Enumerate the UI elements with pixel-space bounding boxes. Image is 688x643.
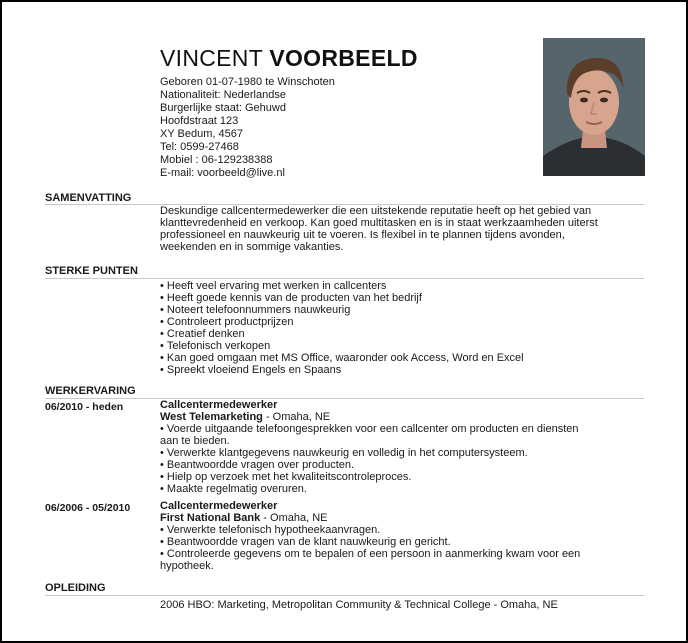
job-company-line: [160, 411, 650, 423]
education-entry: 2006 HBO: Marketing, Metropolitan Community & Technical College - Omaha, NE: [160, 599, 558, 611]
strengths-divider: [45, 278, 644, 279]
job-bullets: [160, 423, 650, 495]
list-item: • Heeft goede kennis van de producten van het bedrijf: [160, 292, 650, 304]
portrait-photo: [543, 38, 645, 176]
list-item: • Beantwoordde vragen van de klant nauwkeurig en gericht.: [160, 536, 650, 548]
education-divider: [45, 595, 644, 596]
strengths-heading: STERKE PUNTEN: [45, 265, 138, 277]
phone-line: Tel: 0599-27468: [160, 141, 239, 153]
list-item: • Verwerkte telefonisch hypotheekaanvragen.: [160, 524, 650, 536]
summary-line: professioneel en nauwkeurig uit te voeren. Is flexibel in te plannen tijdens avonden,: [160, 229, 565, 241]
street-line: Hoofdstraat 123: [160, 115, 239, 127]
job-company-line: [160, 512, 650, 524]
experience-heading: WERKERVARING: [45, 385, 136, 397]
strengths-list: [160, 280, 650, 376]
list-item: • Noteert telefoonnummers nauwkeurig: [160, 304, 650, 316]
summary-line: klanttevredenheid en verkoop. Kan goed multitasken en is in staat werkzaamheden uiterst: [160, 217, 598, 229]
candidate-name: [160, 45, 418, 72]
contact-block: [160, 76, 335, 180]
bullet-continuation: hypotheek.: [160, 560, 214, 572]
last-name: VOORBEELD: [269, 45, 418, 71]
email-line: E-mail: voorbeeld@live.nl: [160, 167, 285, 179]
summary-text: [160, 205, 650, 253]
portrait-icon: [543, 38, 645, 176]
job-title: Callcentermedewerker: [160, 399, 278, 411]
list-item: • Controleerde gegevens om te bepalen of een persoon in aanmerking kwam voor een: [160, 548, 650, 560]
list-item: • Beantwoordde vragen over producten.: [160, 459, 650, 471]
education-heading: OPLEIDING: [45, 582, 106, 594]
company-name: West Telemarketing: [160, 411, 263, 423]
summary-line: Deskundige callcentermedewerker die een uitstekende reputatie heeft op het gebied van: [160, 205, 592, 217]
list-item: • Verwerkte klantgegevens nauwkeurig en volledig in het computersysteem.: [160, 447, 650, 459]
list-item: • Telefonisch verkopen: [160, 340, 650, 352]
bullet-continuation: aan te bieden.: [160, 435, 230, 447]
job-dates: 06/2010 - heden: [45, 401, 124, 413]
list-item: • Creatief denken: [160, 328, 650, 340]
summary-heading: SAMENVATTING: [45, 192, 132, 204]
nationality-line: Nationaliteit: Nederlandse: [160, 89, 286, 101]
company-location: - Omaha, NE: [260, 512, 328, 524]
list-item: • Hielp op verzoek met het kwaliteitscontroleproces.: [160, 471, 650, 483]
marital-status-line: Burgerlijke staat: Gehuwd: [160, 102, 286, 114]
postal-line: XY Bedum, 4567: [160, 128, 243, 140]
company-location: - Omaha, NE: [262, 411, 331, 423]
job-entry: [160, 500, 650, 572]
job-entry: [160, 399, 650, 495]
job-bullets: [160, 524, 650, 572]
company-name: First National Bank: [160, 512, 261, 524]
first-name: VINCENT: [160, 45, 263, 71]
summary-line: weekenden en in sommige vakanties.: [160, 241, 344, 253]
list-item: • Heeft veel ervaring met werken in callcenters: [160, 280, 650, 292]
list-item: • Controleert productprijzen: [160, 316, 650, 328]
job-dates: 06/2006 - 05/2010: [45, 502, 131, 514]
list-item: • Spreekt vloeiend Engels en Spaans: [160, 364, 650, 376]
job-title: Callcentermedewerker: [160, 500, 278, 512]
list-item: • Maakte regelmatig overuren.: [160, 483, 650, 495]
list-item: • Voerde uitgaande telefoongesprekken voor een callcenter om producten en diensten: [160, 423, 650, 435]
list-item: • Kan goed omgaan met MS Office, waaronder ook Access, Word en Excel: [160, 352, 650, 364]
mobile-line: Mobiel : 06-129238388: [160, 154, 273, 166]
birth-line: Geboren 01-07-1980 te Winschoten: [160, 76, 335, 88]
